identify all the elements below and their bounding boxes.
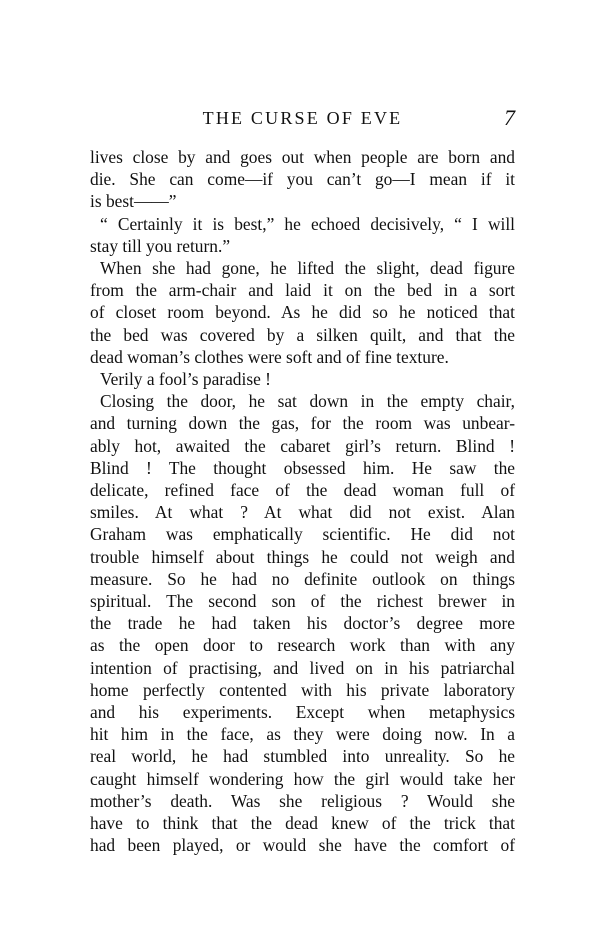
paragraph-line: spiritual. The second son of the richest brewer in: [90, 591, 515, 612]
paragraph-line: the bed was covered by a silken quilt, and that the: [90, 324, 515, 345]
paragraph-line: real world, he had stumbled into unreality. So he: [90, 746, 515, 767]
paragraph-line: measure. So he had no definite outlook on things: [90, 568, 515, 589]
paragraph-line: Blind ! The thought obsessed him. He saw the: [90, 457, 515, 478]
paragraph-line: home perfectly contented with his private laboratory: [90, 679, 515, 700]
paragraph-line: die. She can come—if you can’t go—I mean if it: [90, 169, 515, 190]
paragraph-2: [90, 213, 515, 257]
paragraph-line: of closet room beyond. As he did so he noticed that: [90, 302, 515, 323]
paragraph-line: hit him in the face, as they were doing now. In a: [90, 724, 515, 745]
paragraph-line: and turning down the gas, for the room was unbear-: [90, 413, 515, 434]
paragraph-line: stay till you return.”: [90, 235, 231, 256]
paragraph-line: is best——”: [90, 191, 177, 212]
body-text: [90, 146, 515, 857]
paragraph-line: delicate, refined face of the dead woman full of: [90, 480, 515, 501]
paragraph-line: smiles. At what ? At what did not exist. Alan: [90, 502, 515, 523]
paragraph-line: mother’s death. Was she religious ? Would she: [90, 790, 515, 811]
paragraph-line: lives close by and goes out when people are born and: [90, 147, 515, 167]
paragraph-line: the trade he had taken his doctor’s degree more: [90, 613, 515, 634]
paragraph-line: “ Certainly it is best,” he echoed decisively, “ I will: [100, 213, 515, 234]
paragraph-5: [90, 390, 515, 856]
running-title: THE CURSE OF EVE: [202, 108, 403, 128]
paragraph-line: Graham was emphatically scientific. He did not: [90, 524, 515, 545]
paragraph-line: and his experiments. Except when metaphysics: [90, 702, 515, 723]
paragraph-line: intention of practising, and lived on in his patriarchal: [90, 657, 515, 678]
paragraph-line: Verily a fool’s paradise !: [100, 369, 271, 390]
paragraph-line: When she had gone, he lifted the slight, dead figure: [100, 258, 515, 279]
page-number: 7: [504, 105, 515, 130]
paragraph-line: trouble himself about things he could not weigh and: [90, 546, 515, 567]
running-head: [90, 107, 515, 129]
paragraph-line: ably hot, awaited the cabaret girl’s return. Blind !: [90, 435, 515, 456]
paragraph-4: [90, 368, 515, 390]
paragraph-line: as the open door to research work than with any: [90, 635, 515, 656]
paragraph-line: have to think that the dead knew of the trick that: [90, 813, 515, 834]
paragraph-line: from the arm-chair and laid it on the bed in a sort: [90, 280, 515, 301]
paragraph-1: [90, 146, 515, 213]
paragraph-3: [90, 257, 515, 368]
paragraph-line: dead woman’s clothes were soft and of fine texture.: [90, 346, 449, 367]
paragraph-line: Closing the door, he sat down in the empty chair,: [100, 391, 515, 412]
paragraph-line: had been played, or would she have the comfort of: [90, 835, 515, 856]
paragraph-line: caught himself wondering how the girl would take her: [90, 768, 515, 789]
